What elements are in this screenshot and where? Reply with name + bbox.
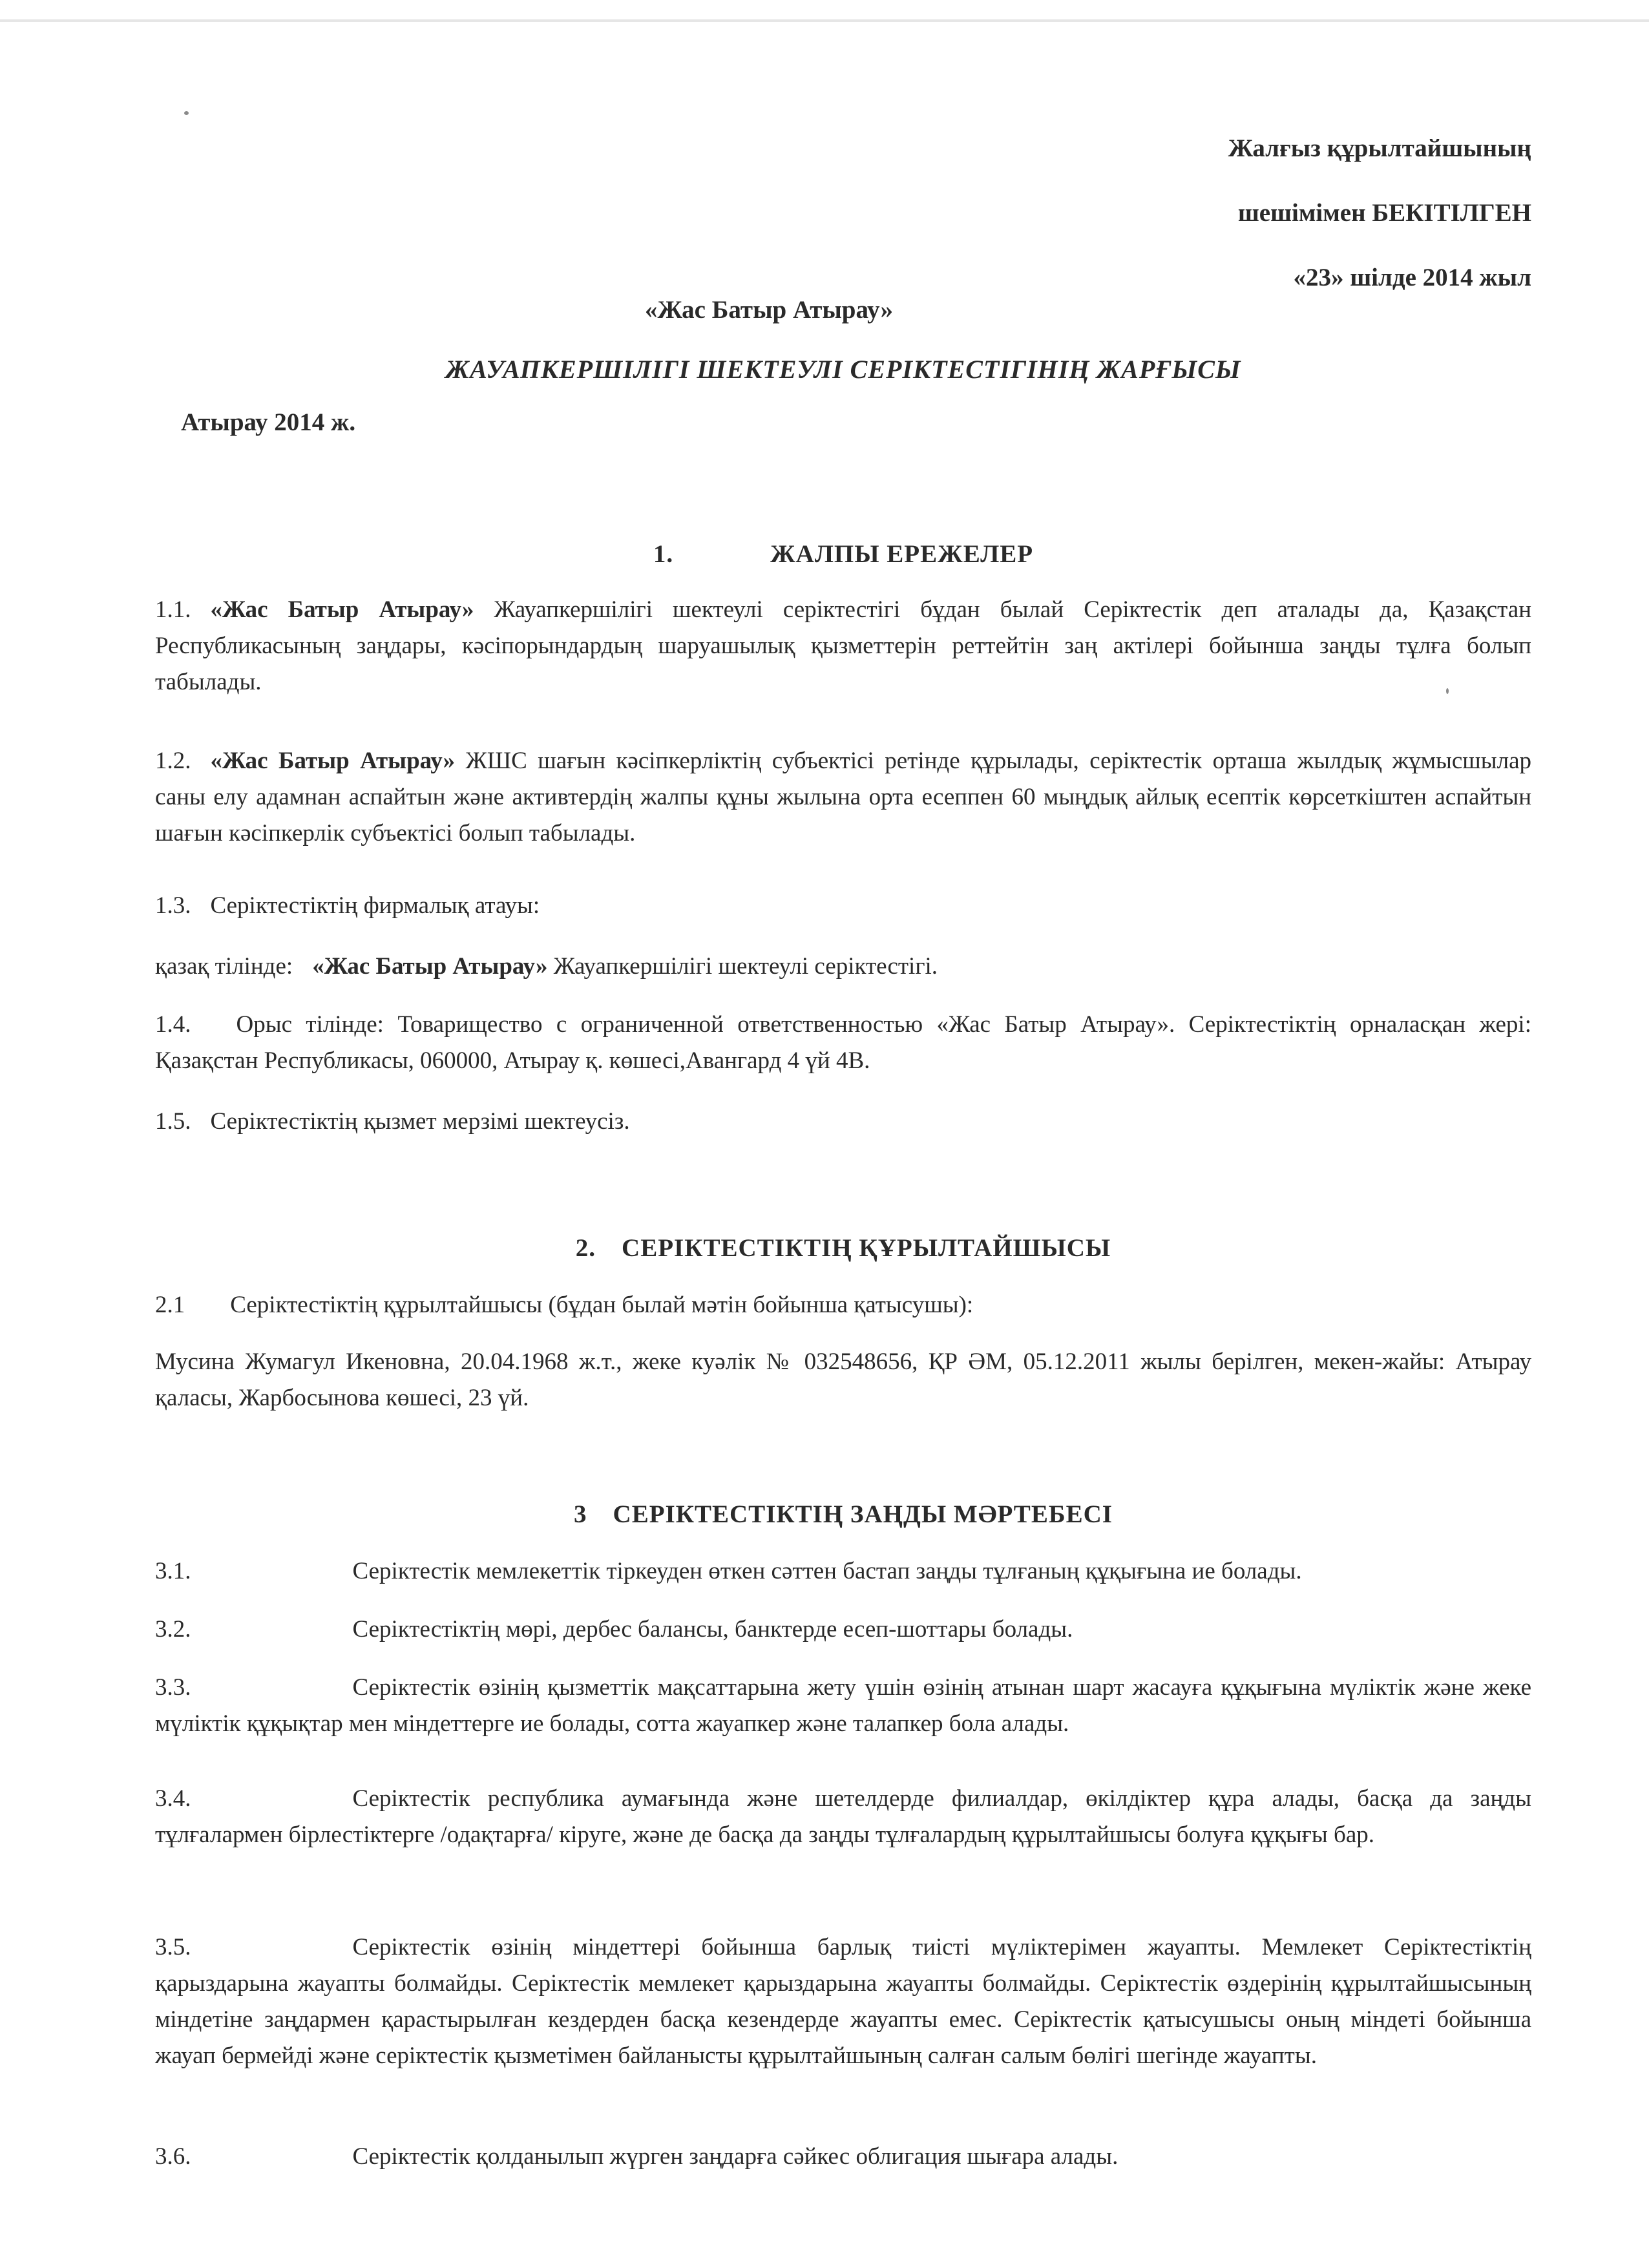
scan-speck	[184, 111, 189, 115]
paragraph-3-6: 3.6. Серіктестік қолданылып жүрген заңдарға сәйкес облигация шығара алады.	[155, 2143, 1119, 2170]
section-1-heading	[155, 536, 1531, 572]
paragraph-3-3: 3.3. Серіктестік өзінің қызметтік мақсаттарына жету үшін өзінің атынан шарт жасауға құқығына мүліктік және жеке мүліктік құқықтар мен міндеттерге ие болады, сотта жауапкер және талапкер бола алады.	[155, 1674, 1531, 1737]
section-title: СЕРІКТЕСТІКТІҢ ҚҰРЫЛТАЙШЫСЫ	[622, 1234, 1111, 1262]
scan-edge	[0, 19, 1649, 22]
paragraph-1-5: 1.5. Серіктестіктің қызмет мерзімі шектеусіз.	[155, 1108, 630, 1135]
paragraph-1-3: 1.3. Серіктестіктің фирмалық атауы:	[155, 892, 540, 919]
document-title: ЖАУАПКЕРШІЛІГІ ШЕКТЕУЛІ СЕРІКТЕСТІГІНІҢ ЖАРҒЫСЫ	[445, 355, 1241, 384]
paragraph-1-4: 1.4. Орыс тілінде: Товарищество с ограниченной ответственностью «Жас Батыр Атырау». Серіктестіктің орналасқан жері: Қазақстан Республикасы, 060000, Атырау қ. көшесі,Авангард 4 үй 4В.	[155, 1011, 1531, 1074]
paragraph-1-3-name: қазақ тілінде: «Жас Батыр Атырау» Жауапкершілігі шектеулі серіктестігі.	[155, 953, 938, 980]
paragraph-3-4: 3.4. Серіктестік республика аумағында және шетелдерде филиалдар, өкілдіктер құра алады, басқа да заңды тұлғалармен бірлестіктерге /одақтарға/ кіруге, және де басқа да заңды тұлғалардың құрылтайшысы болуға құқығы бар.	[155, 1785, 1531, 1848]
paragraph-3-2: 3.2. Серіктестіктің мөрі, дербес балансы, банктерде есеп-шоттары болады.	[155, 1616, 1073, 1643]
section-number: 3	[574, 1500, 587, 1528]
section-title: ЖАЛПЫ ЕРЕЖЕЛЕР	[770, 540, 1034, 568]
section-3-heading	[155, 1496, 1531, 1533]
paragraph-3-5: 3.5. Серіктестік өзінің міндеттері бойынша барлық тиісті мүліктерімен жауапты. Мемлекет Серіктестіктің қарыздарына жауапты болмайды. Серіктестік мемлекет қарыздарына жауапты болмайды. Серіктестік өздерінің құрылтайшысының міндетіне заңдармен қарастырылған кездерден басқа кезендерде жауапты емес. Серіктестік қатысушысы оның міндеті бойынша жауап бермейді және серіктестік қызметімен байланысты құрылтайшының салған салым бөлігі шегінде жауапты.	[155, 1934, 1531, 2069]
approval-block	[1228, 116, 1531, 310]
section-title: СЕРІКТЕСТІКТІҢ ЗАҢДЫ МӘРТЕБЕСІ	[613, 1500, 1113, 1528]
paragraph-1-2: 1.2. «Жас Батыр Атырау» ЖШС шағын кәсіпкерліктің субъектісі ретінде құрылады, серіктестік орташа жылдық жұмысшылар саны елу адамнан аспайтын және активтердің жалпы құны жылына орта есеппен 60 мыңдық айлық есептік көрсеткіштен аспайтын шағын кәсіпкерлік субъектісі болып табылады.	[155, 748, 1531, 846]
paragraph-2-1: 2.1 Серіктестіктің құрылтайшысы (бұдан былай мәтін бойынша қатысушы):	[155, 1292, 974, 1318]
approval-line-1: Жалғыз құрылтайшының	[1228, 134, 1531, 162]
place-date: Атырау 2014 ж.	[181, 408, 356, 436]
section-2-heading	[155, 1230, 1531, 1266]
paragraph-1-1: 1.1. «Жас Батыр Атырау» Жауапкершілігі шектеулі серіктестігі бұдан былай Серіктестік деп аталады да, Қазақстан Республикасының заңдары, кәсіпорындардың шаруашылық қызметтерін реттейтін заң актілері бойынша заңды тұлға болып табылады.	[155, 596, 1531, 695]
approval-line-2: шешімімен БЕКІТІЛГЕН	[1237, 199, 1531, 227]
section-number: 1.	[653, 540, 674, 568]
approval-date: «23» шілде 2014 жыл	[1293, 264, 1531, 291]
company-name: «Жас Батыр Атырау»	[645, 296, 893, 324]
section-number: 2.	[575, 1234, 596, 1262]
paragraph-3-1: 3.1. Серіктестік мемлекеттік тіркеуден өткен сәттен бастап заңды тұлғаның құқығына ие болады.	[155, 1558, 1302, 1584]
founder-details: Мусина Жумагул Икеновна, 20.04.1968 ж.т., жеке куәлік № 032548656, ҚР ӘМ, 05.12.2011 жылы берілген, мекен-жайы: Атырау қаласы, Жарбосынова көшесі, 23 үй.	[155, 1349, 1531, 1411]
